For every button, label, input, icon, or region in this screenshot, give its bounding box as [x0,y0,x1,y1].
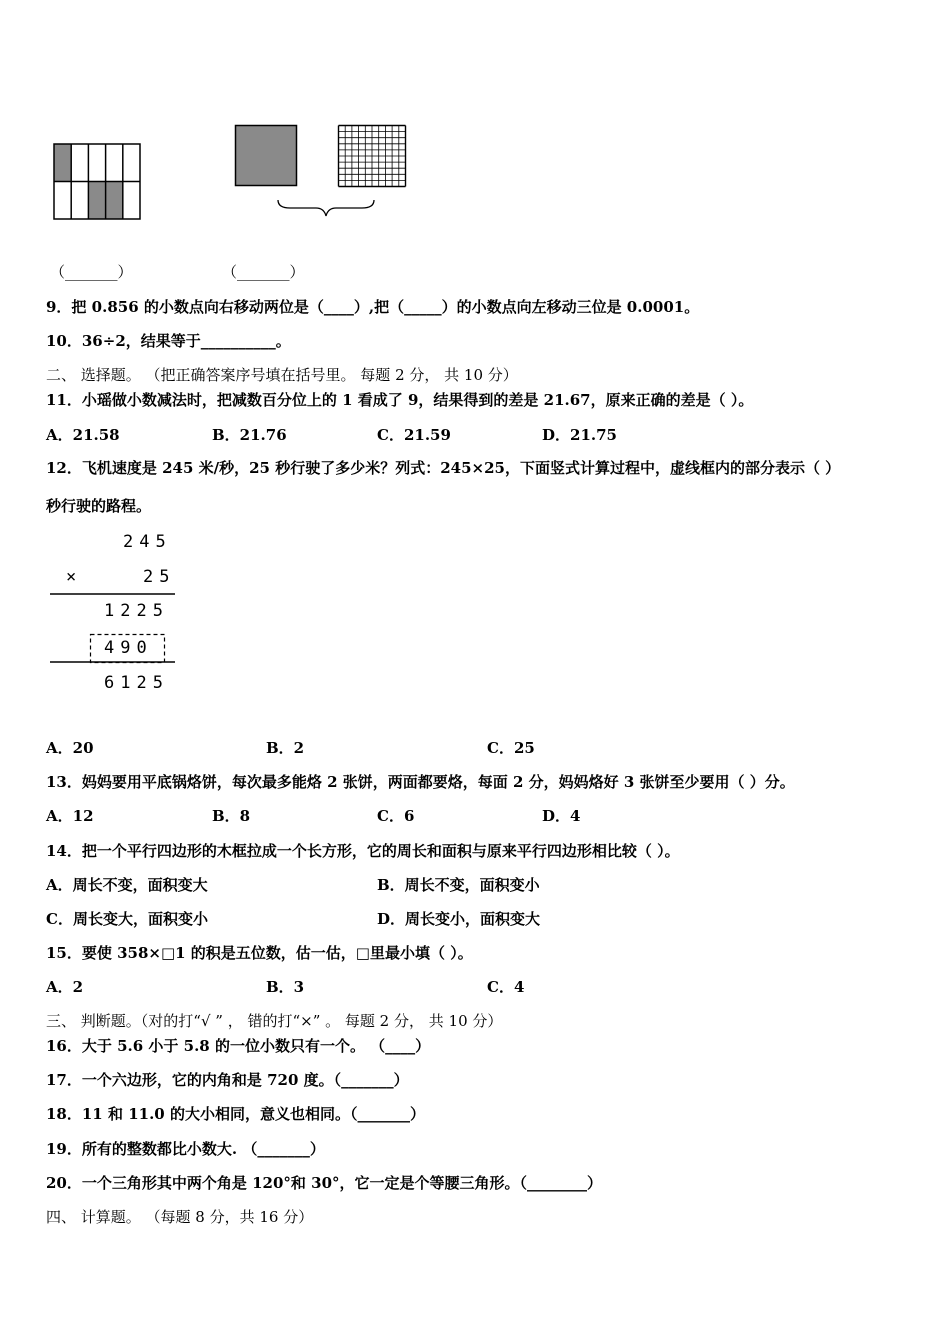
q13-option-b: B．8 [212,807,251,825]
shaded-cell [54,144,71,182]
q14-option-c: C．周长变大，面积变小 [46,910,208,928]
multiplier: 25 [143,567,176,587]
brace-figure [276,198,376,220]
q14-option-d: D．周长变小，面积变大 [377,910,541,928]
fraction-answer-blank: （_______） [50,263,133,281]
q15-option-b: B．3 [266,978,305,996]
section-4-heading: 四、 计算题。 （每题 8 分，共 16 分） [46,1208,314,1226]
hundred-grid-figure [338,125,408,189]
question-13: 13．妈妈要用平底锅烙饼，每次最多能烙 2 张饼，两面都要烙，每面 2 分，妈妈烙好 3 张饼至少要用（ ）分。 [46,773,795,791]
shaded-cell [106,182,123,220]
question-20: 20．一个三角形其中两个角是 120°和 30°，它一定是个等腰三角形。（________） [46,1174,603,1192]
question-17: 17．一个六边形，它的内角和是 720 度。（_______） [46,1071,409,1089]
question-18: 18．11 和 11.0 的大小相同，意义也相同。（_______） [46,1105,425,1123]
q13-option-d: D．4 [542,807,581,825]
final-product: 6125 [104,673,169,693]
q11-option-d: D．21.75 [542,426,617,444]
q15-option-a: A．2 [46,978,84,996]
q11-option-c: C．21.59 [377,426,451,444]
question-15: 15．要使 358×□1 的积是五位数，估一估，□里最小填（ ）。 [46,944,473,962]
grid-answer-blank: （_______） [222,263,305,281]
q11-option-b: B．21.76 [212,426,287,444]
question-11: 11．小瑶做小数减法时，把减数百分位上的 1 看成了 9，结果得到的差是 21.67，原来正确的差是（ ）。 [46,391,754,409]
multiplicand: 245 [123,532,172,552]
product-line-2 [50,661,176,665]
q12-option-c: C．25 [487,739,535,757]
q12-option-b: B．2 [266,739,305,757]
q15-option-c: C．4 [487,978,525,996]
question-12-continued: 秒行驶的路程。 [46,497,152,515]
partial-product-2: 490 [104,638,153,658]
section-2-heading: 二、 选择题。 （把正确答案序号填在括号里。 每题 2 分， 共 10 分） [46,366,518,384]
partial-product-1: 1225 [104,601,169,621]
product-line-1 [50,593,176,597]
question-14: 14．把一个平行四边形的木框拉成一个长方形，它的周长和面积与原来平行四边形相比较（ ）。 [46,842,680,860]
q14-option-b: B．周长不变，面积变小 [377,876,540,894]
question-9: 9．把 0.856 的小数点向右移动两位是（____）,把（_____）的小数点向左移动三位是 0.0001。 [46,298,700,316]
question-12: 12．飞机速度是 245 米/秒，25 秒行驶了多少米？列式：245×25，下面竖式计算过程中，虚线框内的部分表示（ ） [46,459,841,477]
q14-option-a: A．周长不变，面积变大 [46,876,208,894]
q11-option-a: A．21.58 [46,426,120,444]
fraction-grid-figure [54,144,142,222]
question-16: 16．大于 5.6 小于 5.8 的一位小数只有一个。 （____） [46,1037,431,1055]
q13-option-c: C．6 [377,807,415,825]
section-3-heading: 三、 判断题。（对的打“√ ” ， 错的打“×” 。 每题 2 分， 共 10 分） [46,1012,503,1030]
shaded-square-figure [235,125,299,187]
q13-option-a: A．12 [46,807,94,825]
question-10: 10．36÷2，结果等于__________。 [46,332,291,350]
multiply-sign: × [66,567,77,587]
question-19: 19．所有的整数都比小数大. （_______） [46,1140,325,1158]
q12-option-a: A．20 [46,739,94,757]
shaded-cell [88,182,105,220]
